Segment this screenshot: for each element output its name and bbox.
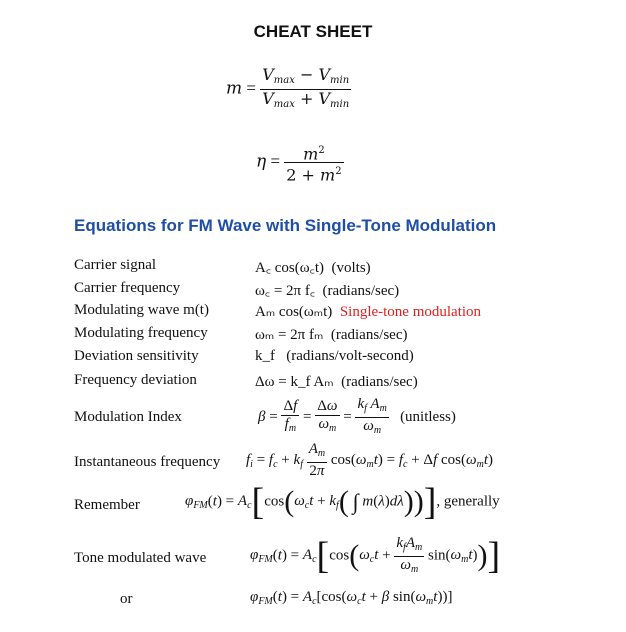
label-modulating-frequency: Modulating frequency (74, 325, 208, 341)
label-deviation-sensitivity: Deviation sensitivity (74, 348, 199, 364)
eq-modulation-index: β = $\frac{\Delta f}{f_m}$ = $\frac{\Delta\omega}{\omega_m}$ = $\frac{k_f A_m}{\omega_m}$ (unitless) (258, 396, 456, 436)
eq-instantaneous-frequency: $f_i = f_c + k_f$ $\frac{A_m}{2\pi}$ $\cos(\omega_mt) = f_c + \Delta f$ $\cos(\omega_mt)$ (246, 441, 493, 479)
eq-tone-modulated-wave-alt: $\varphi_{FM}(t) = A_c[\cos(\omega_ct + \beta$ $\sin(\omega_mt)$)] (250, 589, 453, 607)
modulation-depth-equation: m = $\frac{V_{max} - V_{min}}{V_{max} + V_{min}}$ (226, 65, 350, 110)
label-carrier-signal: Carrier signal (74, 257, 157, 273)
label-carrier-frequency: Carrier frequency (74, 280, 181, 296)
eq-deviation-sensitivity: k_f (radians/volt-second) (255, 348, 414, 364)
label-instantaneous-frequency: Instantaneous frequency (74, 454, 221, 470)
eq-carrier-frequency: ω꜀ = 2π f꜀ (radians/sec) (255, 283, 400, 299)
eq-tone-modulated-wave: $\varphi_{FM}(t) = A_c[\cos(\omega_ct$ + $\frac{k_fA_m}{\omega_m}$ $\sin(\omega_mt)$)] (250, 534, 501, 577)
label-modulating-wave: Modulating wave m(t) (74, 302, 209, 318)
unitless-note: (unitless) (400, 408, 456, 425)
page-title: CHEAT SHEET (253, 22, 373, 41)
eq-modulating-wave: Aₘ cos(ωₘt) Single-tone modulation (255, 304, 482, 320)
eq-remember: $\varphi_{FM}(t) = A_c[\cos(\omega_ct + k_f$( ∫ m(λ)dλ))], generally (185, 481, 500, 523)
generally-note: , generally (436, 493, 500, 510)
label-modulation-index: Modulation Index (74, 409, 182, 425)
eq-carrier-signal: A꜀ cos(ω꜀t) (volts) (255, 260, 371, 276)
label-tone-modulated-wave: Tone modulated wave (74, 550, 207, 566)
efficiency-equation: η = $\frac{m^2}{2 + m^2}$ (256, 142, 344, 184)
eq-modulating-frequency: ωₘ = 2π fₘ (radians/sec) (255, 327, 408, 343)
label-remember: Remember (74, 497, 140, 513)
eq-frequency-deviation: Δω = k_f Aₘ (radians/sec) (255, 374, 418, 390)
label-frequency-deviation: Frequency deviation (74, 372, 197, 388)
single-tone-note: Single-tone modulation (339, 304, 482, 320)
section-heading: Equations for FM Wave with Single-Tone Modulation (74, 216, 497, 235)
label-or: or (120, 591, 133, 607)
